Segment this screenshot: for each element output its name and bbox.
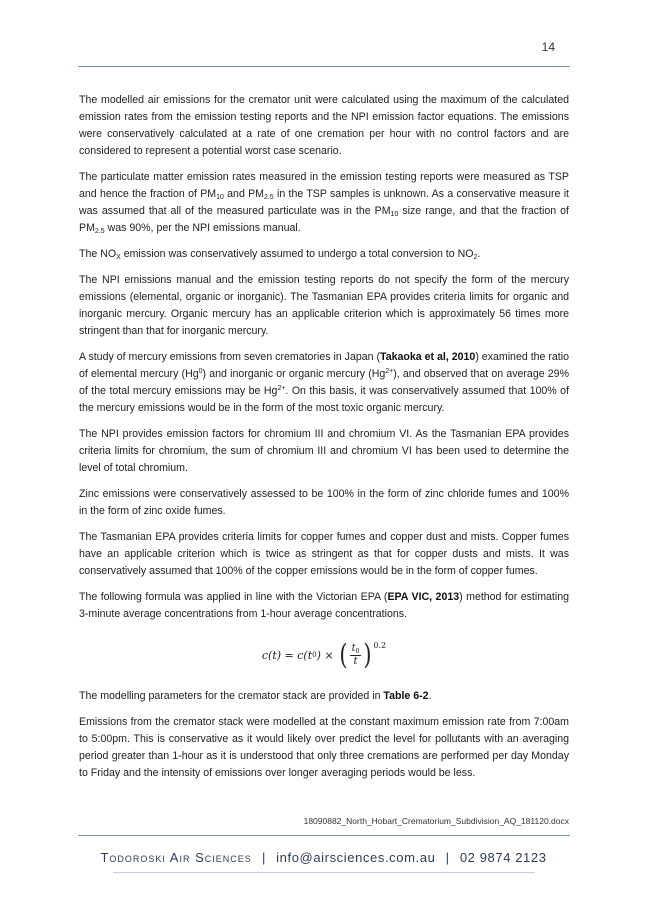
page-number: 14	[541, 40, 555, 54]
formula	[79, 632, 569, 678]
company-email: info@airsciences.com.au	[276, 850, 436, 865]
company-name: Todoroski Air Sciences	[100, 850, 252, 865]
paragraph-formula-intro: The following formula was applied in line with the Victorian EPA (EPA VIC, 2013) method for estimating 3-minute average concentrations from 1-hour average concentrations.	[79, 591, 569, 620]
paragraph-emission-schedule: Emissions from the cremator stack were modelled at the constant maximum emission rate from 7:00am to 5:00pm. This is conservative as it would likely over predict the level for pollutants with an averaging period greater than 1-hour as it is understood that only three cremations are performed per day Monday to Friday and the intensity of emissions over longer averaging periods would be less.	[79, 716, 569, 779]
right-paren: )	[363, 638, 372, 671]
company-phone: 02 9874 2123	[459, 850, 547, 865]
reference-takaoka: Takaoka et al, 2010	[380, 351, 476, 363]
footer-separator: |	[445, 850, 450, 865]
formula-exponent: 0.2	[373, 641, 387, 650]
document-filename: 18090882_North_Hobart_Crematorium_Subdivision_AQ_181120.docx	[303, 816, 569, 826]
paragraph-zinc: Zinc emissions were conservatively assessed to be 100% in the form of zinc chloride fumes and 100% in the form of zinc oxide fumes.	[79, 488, 569, 517]
paragraph-mercury-study: A study of mercury emissions from seven crematories in Japan (Takaoka et al, 2010) examined the ratio of elemental mercury (Hg$^0$) and inorganic or organic mercury $(Hg^{2+})$, and observed that on average 29% of the total mercury emissions may be $Hg^{2+}$. On this basis, it was conservatively assumed that 100% of the mercury emissions would be in the form of the most toxic organic mercury.	[79, 351, 569, 414]
paragraph-copper: The Tasmanian EPA provides criteria limits for copper fumes and copper dust and mists. Copper fumes have an applicable criterion which is twice as stringent as that for copper dusts and mists. It was conservatively assumed that 100% of the copper emissions would be in the form of copper fumes.	[79, 531, 569, 577]
paragraph-modelling-parameters: The modelling parameters for the cremator stack are provided in Table 6-2.	[79, 690, 432, 702]
footer-separator: |	[261, 850, 266, 865]
reference-table[interactable]: Table 6-2	[383, 690, 429, 702]
footer-divider	[78, 835, 570, 836]
paragraph-nox: The $NO_X$ emission was conservatively assumed to undergo a total conversion to $NO_2$.	[79, 248, 481, 261]
paragraph-particulate-matter: The particulate matter emission rates measured in the emission testing reports were measured as TSP and hence the fraction of $PM_{10}$ and $PM_{2.5}$ in the TSP samples is unknown. As a conservative measure it was assumed that all of the measured particulate was in the $PM_{10}$ size range, and that the fraction of $PM_{2.5}$ was 90%, per the NPI emissions manual.	[79, 171, 570, 235]
header-divider	[78, 66, 570, 67]
body-text	[79, 92, 569, 791]
paragraph-emission-calculation: The modelled air emissions for the cremator unit were calculated using the maximum of the calculated emission rates from the emission testing reports and the NPI emission factor equations. The emissions were conservatively calculated at a rate of one cremation per hour with no control factors and are considered to represent a potential worst case scenario.	[79, 94, 569, 157]
formula-expression: c(t) = c(t 0 ) × ( $\frac{t_0}{t}$ ) 0.2	[261, 638, 387, 671]
reference-epa-vic: EPA VIC, 2013	[387, 591, 460, 603]
company-footer	[0, 850, 647, 865]
formula-fraction: $\frac{t_0}{t}$	[351, 642, 360, 667]
left-paren: (	[338, 638, 348, 671]
paragraph-chromium: The NPI provides emission factors for chromium III and chromium VI. As the Tasmanian EPA provides criteria limits for chromium, the sum of chromium III and chromium VI has been used to determine the level of total chromium.	[79, 428, 569, 474]
footer-underline	[113, 872, 535, 873]
paragraph-mercury-forms: The NPI emissions manual and the emission testing reports do not specify the form of the mercury emissions (elemental, organic or inorganic). The Tasmanian EPA provides criteria limits for organic and inorganic mercury. Organic mercury has an applicable criterion which is approximately 56 times more stringent than that for inorganic mercury.	[79, 274, 569, 337]
